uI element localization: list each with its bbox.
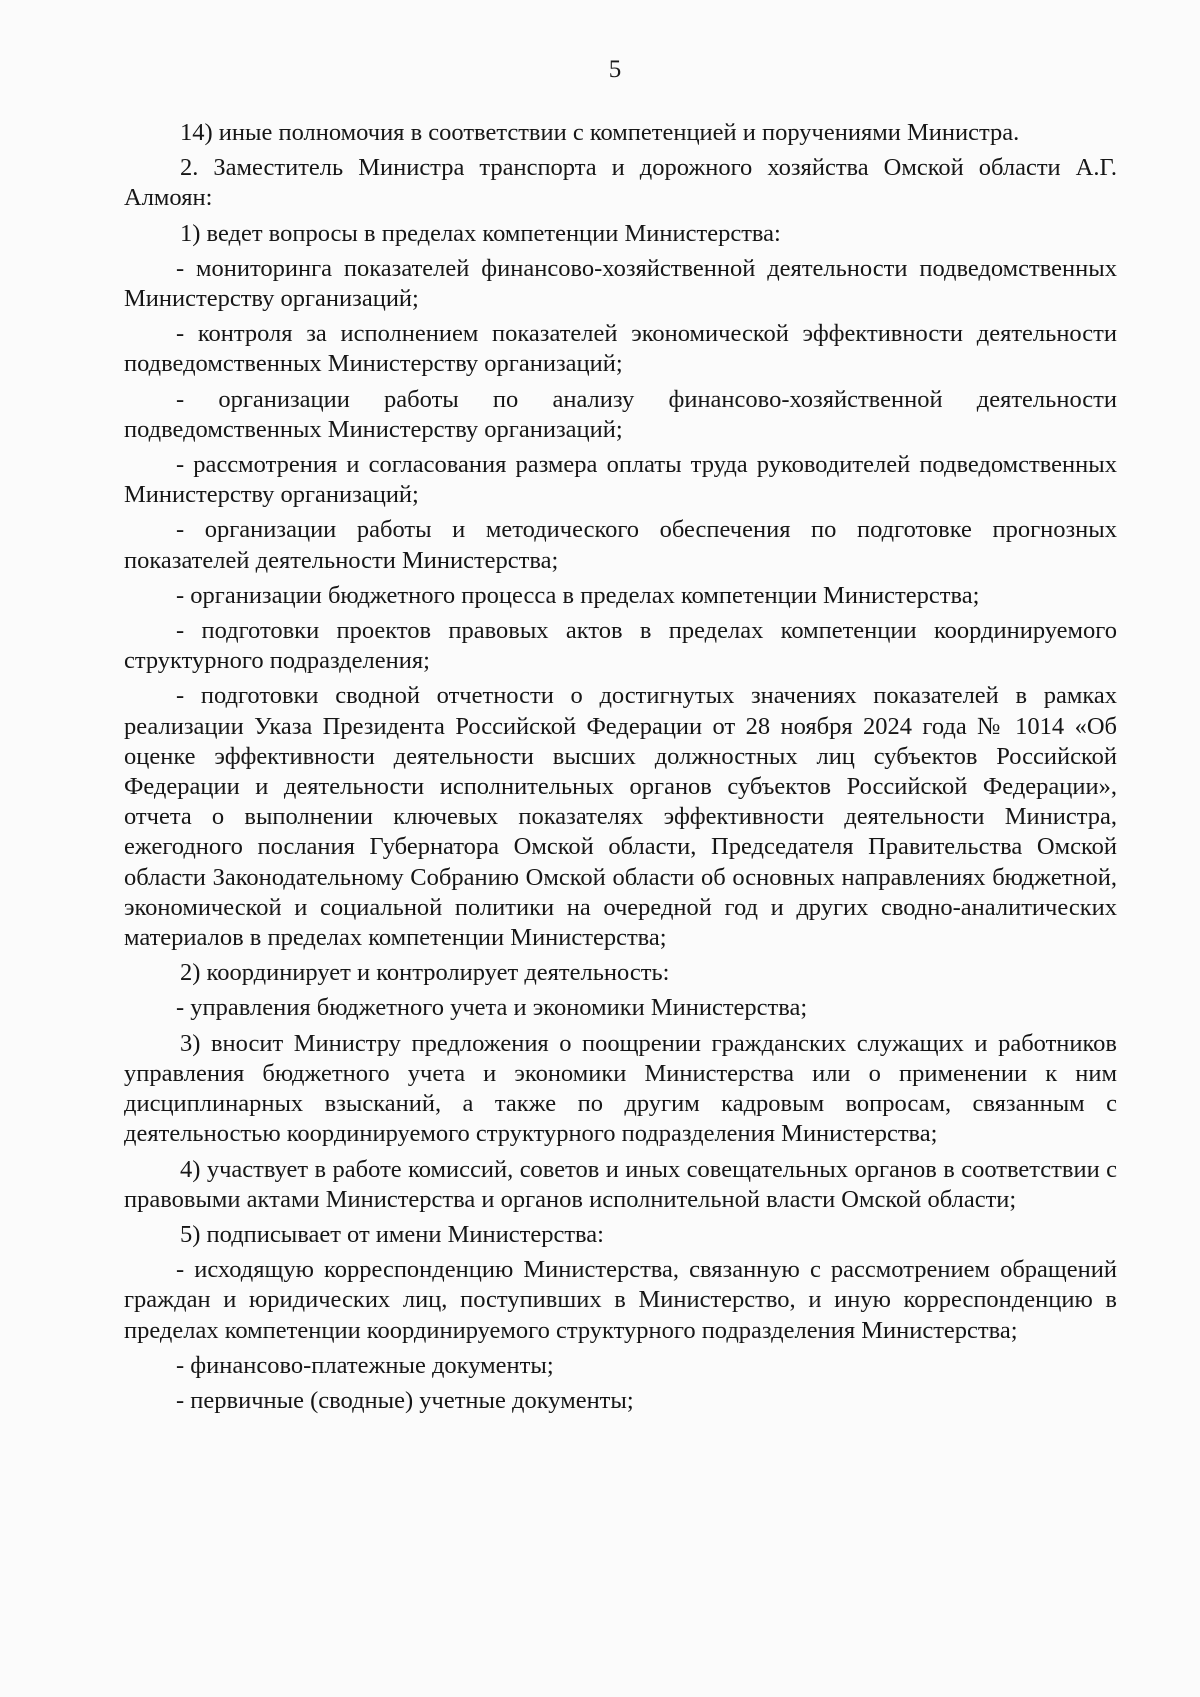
paragraph-item-1: 1) ведет вопросы в пределах компетенции Министерства: [180, 219, 781, 247]
list-item: - организации работы и методического обеспечения по подготовке прогнозных показателей деятельности Министерства; [124, 516, 1117, 574]
list-item: - финансово-платежные документы; [176, 1351, 554, 1379]
paragraph-item-14: 14) иные полномочия в соответствии с компетенцией и поручениями Министра. [180, 119, 1020, 146]
paragraph-item-5: 5) подписывает от имени Министерства: [180, 1220, 604, 1248]
list-item: - управления бюджетного учета и экономики Министерства; [176, 994, 808, 1022]
list-item: - организации работы по анализу финансово-хозяйственной деятельности подведомственных Министерству организаций; [124, 385, 1117, 443]
list-item: - исходящую корреспонденцию Министерства, связанную с рассмотрением обращений граждан и юридических лиц, поступивших в Министерство, и иную корреспонденцию в пределах компетенции координируемого структурного подразделения Министерства; [124, 1256, 1117, 1344]
list-item: - рассмотрения и согласования размера оплаты труда руководителей подведомственных Министерству организаций; [124, 451, 1117, 509]
list-item: - подготовки проектов правовых актов в пределах компетенции координируемого структурного подразделения; [124, 617, 1117, 675]
list-item: - организации бюджетного процесса в пределах компетенции Министерства; [176, 581, 980, 609]
document-body [124, 118, 1117, 1421]
paragraph-item-2: 2) координирует и контролирует деятельность: [180, 959, 670, 987]
list-item: - мониторинга показателей финансово-хозяйственной деятельности подведомственных Министерству организаций; [124, 254, 1117, 313]
list-item: - подготовки сводной отчетности о достигнутых значениях показателей в рамках реализации Указа Президента Российской Федерации от 28 ноября 2024 года № 1014 «Об оценке эффективности деятельности высших должностных лиц субъектов Российской Федерации и деятельности исполнительных органов субъектов Российской Федерации», отчета о выполнении ключевых показателях эффективности деятельности Министра, ежегодного послания Губернатора Омской области, Председателя Правительства Омской области Законодательному Собранию Омской области об основных направлениях бюджетной, экономической и социальной политики на очередной год и других сводно-аналитических материалов в пределах компетенции Министерства; [124, 682, 1117, 952]
paragraph-section-2-heading: 2. Заместитель Министра транспорта и дорожного хозяйства Омской области А.Г. Алмоян: [124, 154, 1117, 212]
list-item: - контроля за исполнением показателей экономической эффективности деятельности подведомственных Министерству организаций; [124, 320, 1117, 378]
paragraph-item-3: 3) вносит Министру предложения о поощрении гражданских служащих и работников управления бюджетного учета и экономики Министерства или о применении к ним дисциплинарных взысканий, а также по другим кадровым вопросам, связанным с деятельностью координируемого структурного подразделения Министерства; [124, 1029, 1117, 1148]
page-number: 5 [608, 56, 622, 83]
paragraph-item-4: 4) участвует в работе комиссий, советов и иных совещательных органов в соответствии с правовыми актами Министерства и органов исполнительной власти Омской области; [124, 1155, 1117, 1213]
list-item: - первичные (сводные) учетные документы; [176, 1386, 634, 1414]
